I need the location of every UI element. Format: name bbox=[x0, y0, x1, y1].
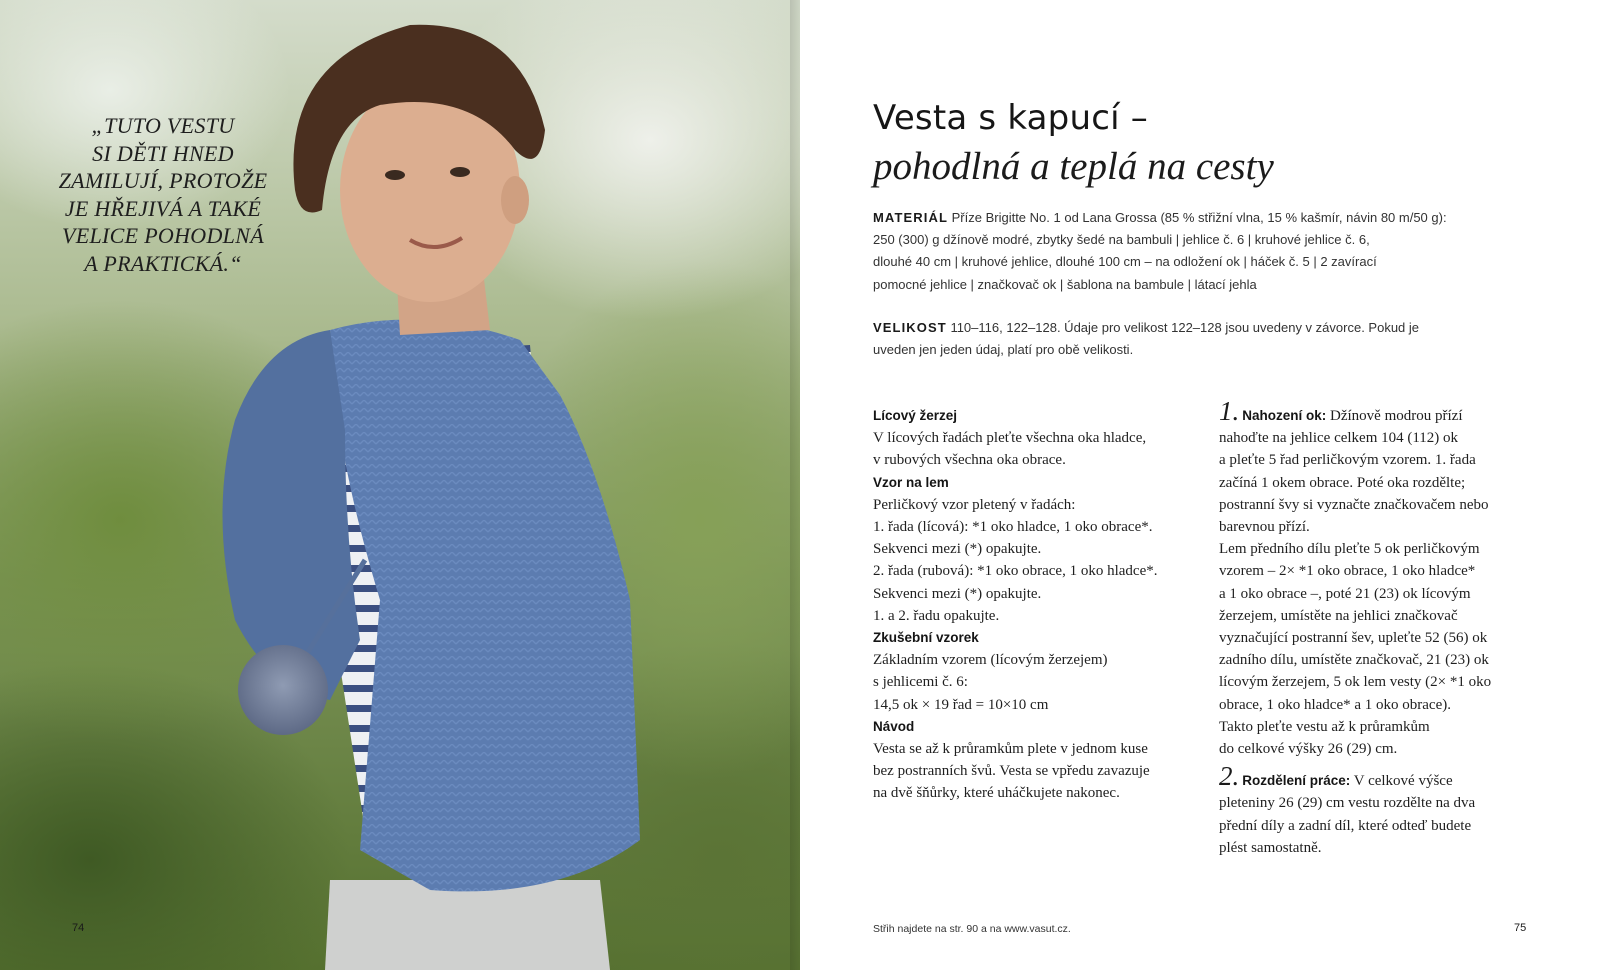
step-number: 2. bbox=[1219, 761, 1240, 792]
page-title: Vesta s kapucí – bbox=[873, 98, 1148, 138]
quote-line: SI DĚTI HNED bbox=[92, 140, 234, 166]
text-line: Sekvenci mezi (*) opakujte. bbox=[873, 541, 1042, 558]
text-line: vzorem – 2× *1 oko obrace, 1 oko hladce* bbox=[1219, 563, 1476, 580]
step-text: V celkové výšce bbox=[1350, 773, 1453, 790]
step-first-line bbox=[1219, 761, 1539, 792]
quote-line: ZAMILUJÍ, PROTOŽE bbox=[58, 168, 268, 193]
gauge-heading: Zkušební vzorek bbox=[873, 630, 979, 646]
text-line: Takto pleťte vestu až k průramkům bbox=[1219, 718, 1430, 735]
step-first-line bbox=[1219, 396, 1539, 427]
page-number-right: 75 bbox=[1514, 922, 1527, 934]
size-section bbox=[873, 317, 1419, 361]
material-text: Příze Brigitte No. 1 od Lana Grossa (85 % střižní vlna, 15 % kašmír, návin 80 m/50 g): bbox=[951, 210, 1447, 225]
text-line: žerzejem, umístěte na jehlici značkovač bbox=[1219, 607, 1458, 624]
text-line: plést samostatně. bbox=[1219, 839, 1322, 856]
size-label: VELIKOST bbox=[873, 320, 947, 335]
pull-quote bbox=[52, 112, 274, 277]
text-line: Perličkový vzor pletený v řadách: bbox=[873, 496, 1076, 513]
text-line: 1. a 2. řadu opakujte. bbox=[873, 607, 1000, 624]
quote-line: VELICE POHODLNÁ bbox=[62, 223, 264, 248]
text-line: 1. řada (lícová): *1 oko hladce, 1 oko obrace*. bbox=[873, 519, 1153, 536]
text-line: na dvě šňůrky, které uháčkujete nakonec. bbox=[873, 785, 1120, 802]
step-2 bbox=[1219, 761, 1539, 859]
text-line: s jehlicemi č. 6: bbox=[873, 674, 968, 691]
material-label: MATERIÁL bbox=[873, 210, 948, 225]
text-line: zadního dílu, umístěte značkovač, 21 (23) ok bbox=[1219, 652, 1489, 669]
text-line: vyznačující postranní šev, upleťte 52 (56) ok bbox=[1219, 630, 1488, 647]
instructions-heading: Návod bbox=[873, 718, 915, 734]
page-number-left: 74 bbox=[72, 922, 85, 934]
text-line: 2. řada (rubová): *1 oko obrace, 1 oko hladce*. bbox=[873, 563, 1158, 580]
size-text: 110–116, 122–128. Údaje pro velikost 122–128 jsou uvedeny v závorce. Pokud je bbox=[950, 320, 1420, 335]
text-line: V lícových řadách pleťte všechna oka hladce, bbox=[873, 430, 1147, 447]
step-title: Nahození ok: bbox=[1242, 408, 1327, 423]
text-line: 14,5 ok × 19 řad = 10×10 cm bbox=[873, 696, 1049, 713]
quote-line: A PRAKTICKÁ.“ bbox=[84, 250, 242, 276]
right-text-column bbox=[1219, 396, 1539, 859]
text-line: pleteniny 26 (29) cm vestu rozdělte na dva bbox=[1219, 795, 1476, 812]
text-line: Lem předního dílu pleťte 5 ok perličkovým bbox=[1219, 541, 1480, 558]
text-line: barevnou přízí. bbox=[1219, 519, 1310, 536]
text-line: nahoďte na jehlice celkem 104 (112) ok bbox=[1219, 430, 1459, 447]
text-line: přední díly a zadní díl, které odteď budete bbox=[1219, 817, 1472, 834]
text-line: v rubových všechna oka obrace. bbox=[873, 452, 1066, 469]
footnote: Střih najdete na str. 90 a na www.vasut.cz. bbox=[873, 923, 1071, 935]
text-line: Základním vzorem (lícovým žerzejem) bbox=[873, 652, 1108, 669]
material-line: 250 (300) g džínově modré, zbytky šedé na bambuli | jehlice č. 6 | kruhové jehlice č. 6, bbox=[873, 232, 1370, 248]
text-line: Sekvenci mezi (*) opakujte. bbox=[873, 585, 1042, 602]
text-line: Vesta se až k průramkům plete v jednom kuse bbox=[873, 741, 1148, 758]
left-text-column bbox=[873, 405, 1193, 805]
size-line: uveden jen jeden údaj, platí pro obě velikosti. bbox=[873, 342, 1134, 358]
material-line bbox=[873, 207, 1447, 229]
text-line: do celkové výšky 26 (29) cm. bbox=[1219, 741, 1398, 758]
stockinette-heading: Lícový žerzej bbox=[873, 408, 958, 423]
page-subtitle: pohodlná a teplá na cesty bbox=[873, 145, 1274, 188]
step-title: Rozdělení práce: bbox=[1242, 773, 1351, 789]
edge-pattern-heading: Vzor na lem bbox=[873, 474, 949, 490]
material-line: dlouhé 40 cm | kruhové jehlice, dlouhé 100 cm – na odložení ok | háček č. 5 | 2 zavírací bbox=[873, 254, 1377, 270]
text-line: postranní švy si vyznačte značkovačem nebo bbox=[1219, 496, 1489, 513]
quote-line: JE HŘEJIVÁ A TAKÉ bbox=[64, 195, 262, 221]
text-line: a 1 oko obrace –, poté 21 (23) ok lícovým bbox=[1219, 585, 1471, 602]
text-line: bez postranních švů. Vesta se vpředu zavazuje bbox=[873, 763, 1150, 780]
text-line: a pleťte 5 řad perličkovým vzorem. 1. řada bbox=[1219, 452, 1476, 469]
step-number: 1. bbox=[1219, 396, 1240, 426]
text-line: začíná 1 okem obrace. Poté oka rozdělte; bbox=[1219, 474, 1466, 491]
size-line bbox=[873, 317, 1419, 339]
text-line: lícovým žerzejem, 5 ok lem vesty (2× *1 oko bbox=[1219, 674, 1492, 691]
step-text: Džínově modrou přízí bbox=[1326, 408, 1463, 424]
material-line: pomocné jehlice | značkovač ok | šablona na bambule | látací jehla bbox=[873, 276, 1257, 292]
text-line: obrace, 1 oko hladce* a 1 oko obrace). bbox=[1219, 696, 1451, 713]
quote-line: „TUTO VESTU bbox=[91, 113, 235, 138]
step-1 bbox=[1219, 396, 1539, 760]
material-section bbox=[873, 207, 1447, 296]
